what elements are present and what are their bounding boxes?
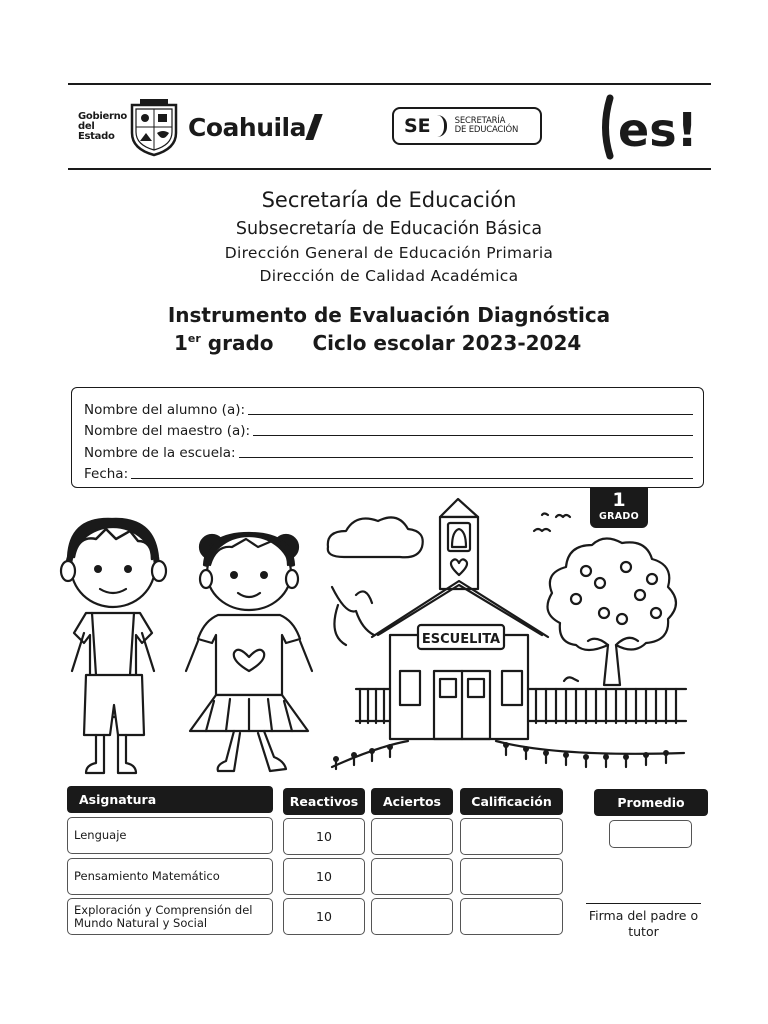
grade-word: grado bbox=[207, 331, 274, 355]
header-promedio: Promedio bbox=[594, 789, 708, 816]
grade-badge-number: 1 bbox=[612, 489, 626, 511]
aciertos-cell-lenguaje[interactable] bbox=[371, 818, 453, 855]
subject-cell-matematico: Pensamiento Matemático bbox=[67, 858, 273, 895]
subject-cell-lenguaje: Lenguaje bbox=[67, 817, 273, 854]
reactivos-cell-lenguaje: 10 bbox=[283, 818, 365, 855]
slash-mark bbox=[305, 114, 322, 140]
coahuila-government-logo bbox=[78, 96, 318, 158]
header-rule bbox=[68, 168, 711, 170]
header-calificacion: Calificación bbox=[460, 788, 563, 815]
header-aciertos: Aciertos bbox=[371, 788, 453, 815]
grade-number: 1 bbox=[174, 331, 188, 355]
grade-cycle-line bbox=[174, 331, 581, 355]
direccion-general-title: Dirección General de Educación Primaria bbox=[224, 244, 554, 262]
subsecretaria-title: Subsecretaría de Educación Básica bbox=[235, 219, 543, 239]
school-name-field[interactable] bbox=[239, 456, 693, 458]
grade-suffix: er bbox=[187, 332, 201, 345]
student-info-box bbox=[71, 387, 704, 488]
calificacion-cell-matematico[interactable] bbox=[460, 858, 563, 895]
aciertos-cell-matematico[interactable] bbox=[371, 858, 453, 895]
date-label: Fecha: bbox=[84, 466, 129, 482]
boy-figure bbox=[61, 519, 166, 773]
se-bracket-mark bbox=[436, 115, 447, 137]
student-name-label: Nombre del alumno (a): bbox=[84, 401, 246, 418]
reactivos-cell-exploracion: 10 bbox=[283, 898, 365, 935]
aciertos-cell-exploracion[interactable] bbox=[371, 898, 453, 935]
fruit-tree bbox=[548, 538, 677, 685]
grade-badge-label: GRADO bbox=[599, 511, 639, 522]
signature-label: Firma del padre o tutor bbox=[586, 903, 701, 940]
calificacion-cell-exploracion[interactable] bbox=[460, 898, 563, 935]
school-name-row bbox=[84, 439, 693, 461]
coat-of-arms-icon bbox=[126, 97, 182, 157]
reactivos-cell-matematico: 10 bbox=[283, 858, 365, 895]
school-name-label: Nombre de la escuela: bbox=[84, 444, 236, 461]
se-long-label: SECRETARÍA DE EDUCACIÓN bbox=[454, 115, 519, 135]
calificacion-cell-lenguaje[interactable] bbox=[460, 818, 563, 855]
date-row bbox=[84, 461, 693, 483]
direccion-calidad-title: Dirección de Calidad Académica bbox=[259, 267, 519, 285]
promedio-box[interactable] bbox=[609, 820, 692, 848]
top-rule bbox=[68, 83, 711, 85]
es-logo-text: es! bbox=[618, 103, 698, 157]
se-short-label: SE bbox=[404, 115, 431, 137]
teacher-name-field[interactable] bbox=[253, 434, 693, 436]
flower-heads bbox=[333, 742, 669, 762]
student-name-row bbox=[84, 396, 693, 418]
header-asignatura: Asignatura bbox=[67, 786, 273, 813]
girl-figure bbox=[186, 533, 312, 771]
instrument-title: Instrumento de Evaluación Diagnóstica bbox=[167, 303, 611, 327]
se-logo bbox=[392, 107, 542, 145]
header-reactivos: Reactivos bbox=[283, 788, 365, 815]
subject-cell-exploracion: Exploración y Comprensión del Mundo Natural y Social bbox=[67, 898, 273, 935]
coahuila-wordmark: Coahuila bbox=[188, 112, 306, 142]
birds-shape bbox=[534, 514, 570, 532]
date-field[interactable] bbox=[131, 477, 693, 479]
teacher-name-row bbox=[84, 418, 693, 440]
secretaria-title: Secretaría de Educación bbox=[261, 188, 517, 212]
cloud-shape bbox=[328, 517, 423, 557]
escuelita-sign-text: ESCUELITA bbox=[421, 632, 501, 647]
left-bushes bbox=[332, 587, 374, 645]
gobierno-label: Gobierno del Estado bbox=[78, 111, 127, 142]
flower-stems bbox=[336, 747, 666, 769]
school-children-illustration bbox=[56, 495, 706, 785]
student-name-field[interactable] bbox=[248, 413, 693, 415]
es-logo bbox=[600, 94, 712, 160]
school-cycle: Ciclo escolar 2023-2024 bbox=[312, 331, 582, 355]
teacher-name-label: Nombre del maestro (a): bbox=[84, 423, 251, 439]
